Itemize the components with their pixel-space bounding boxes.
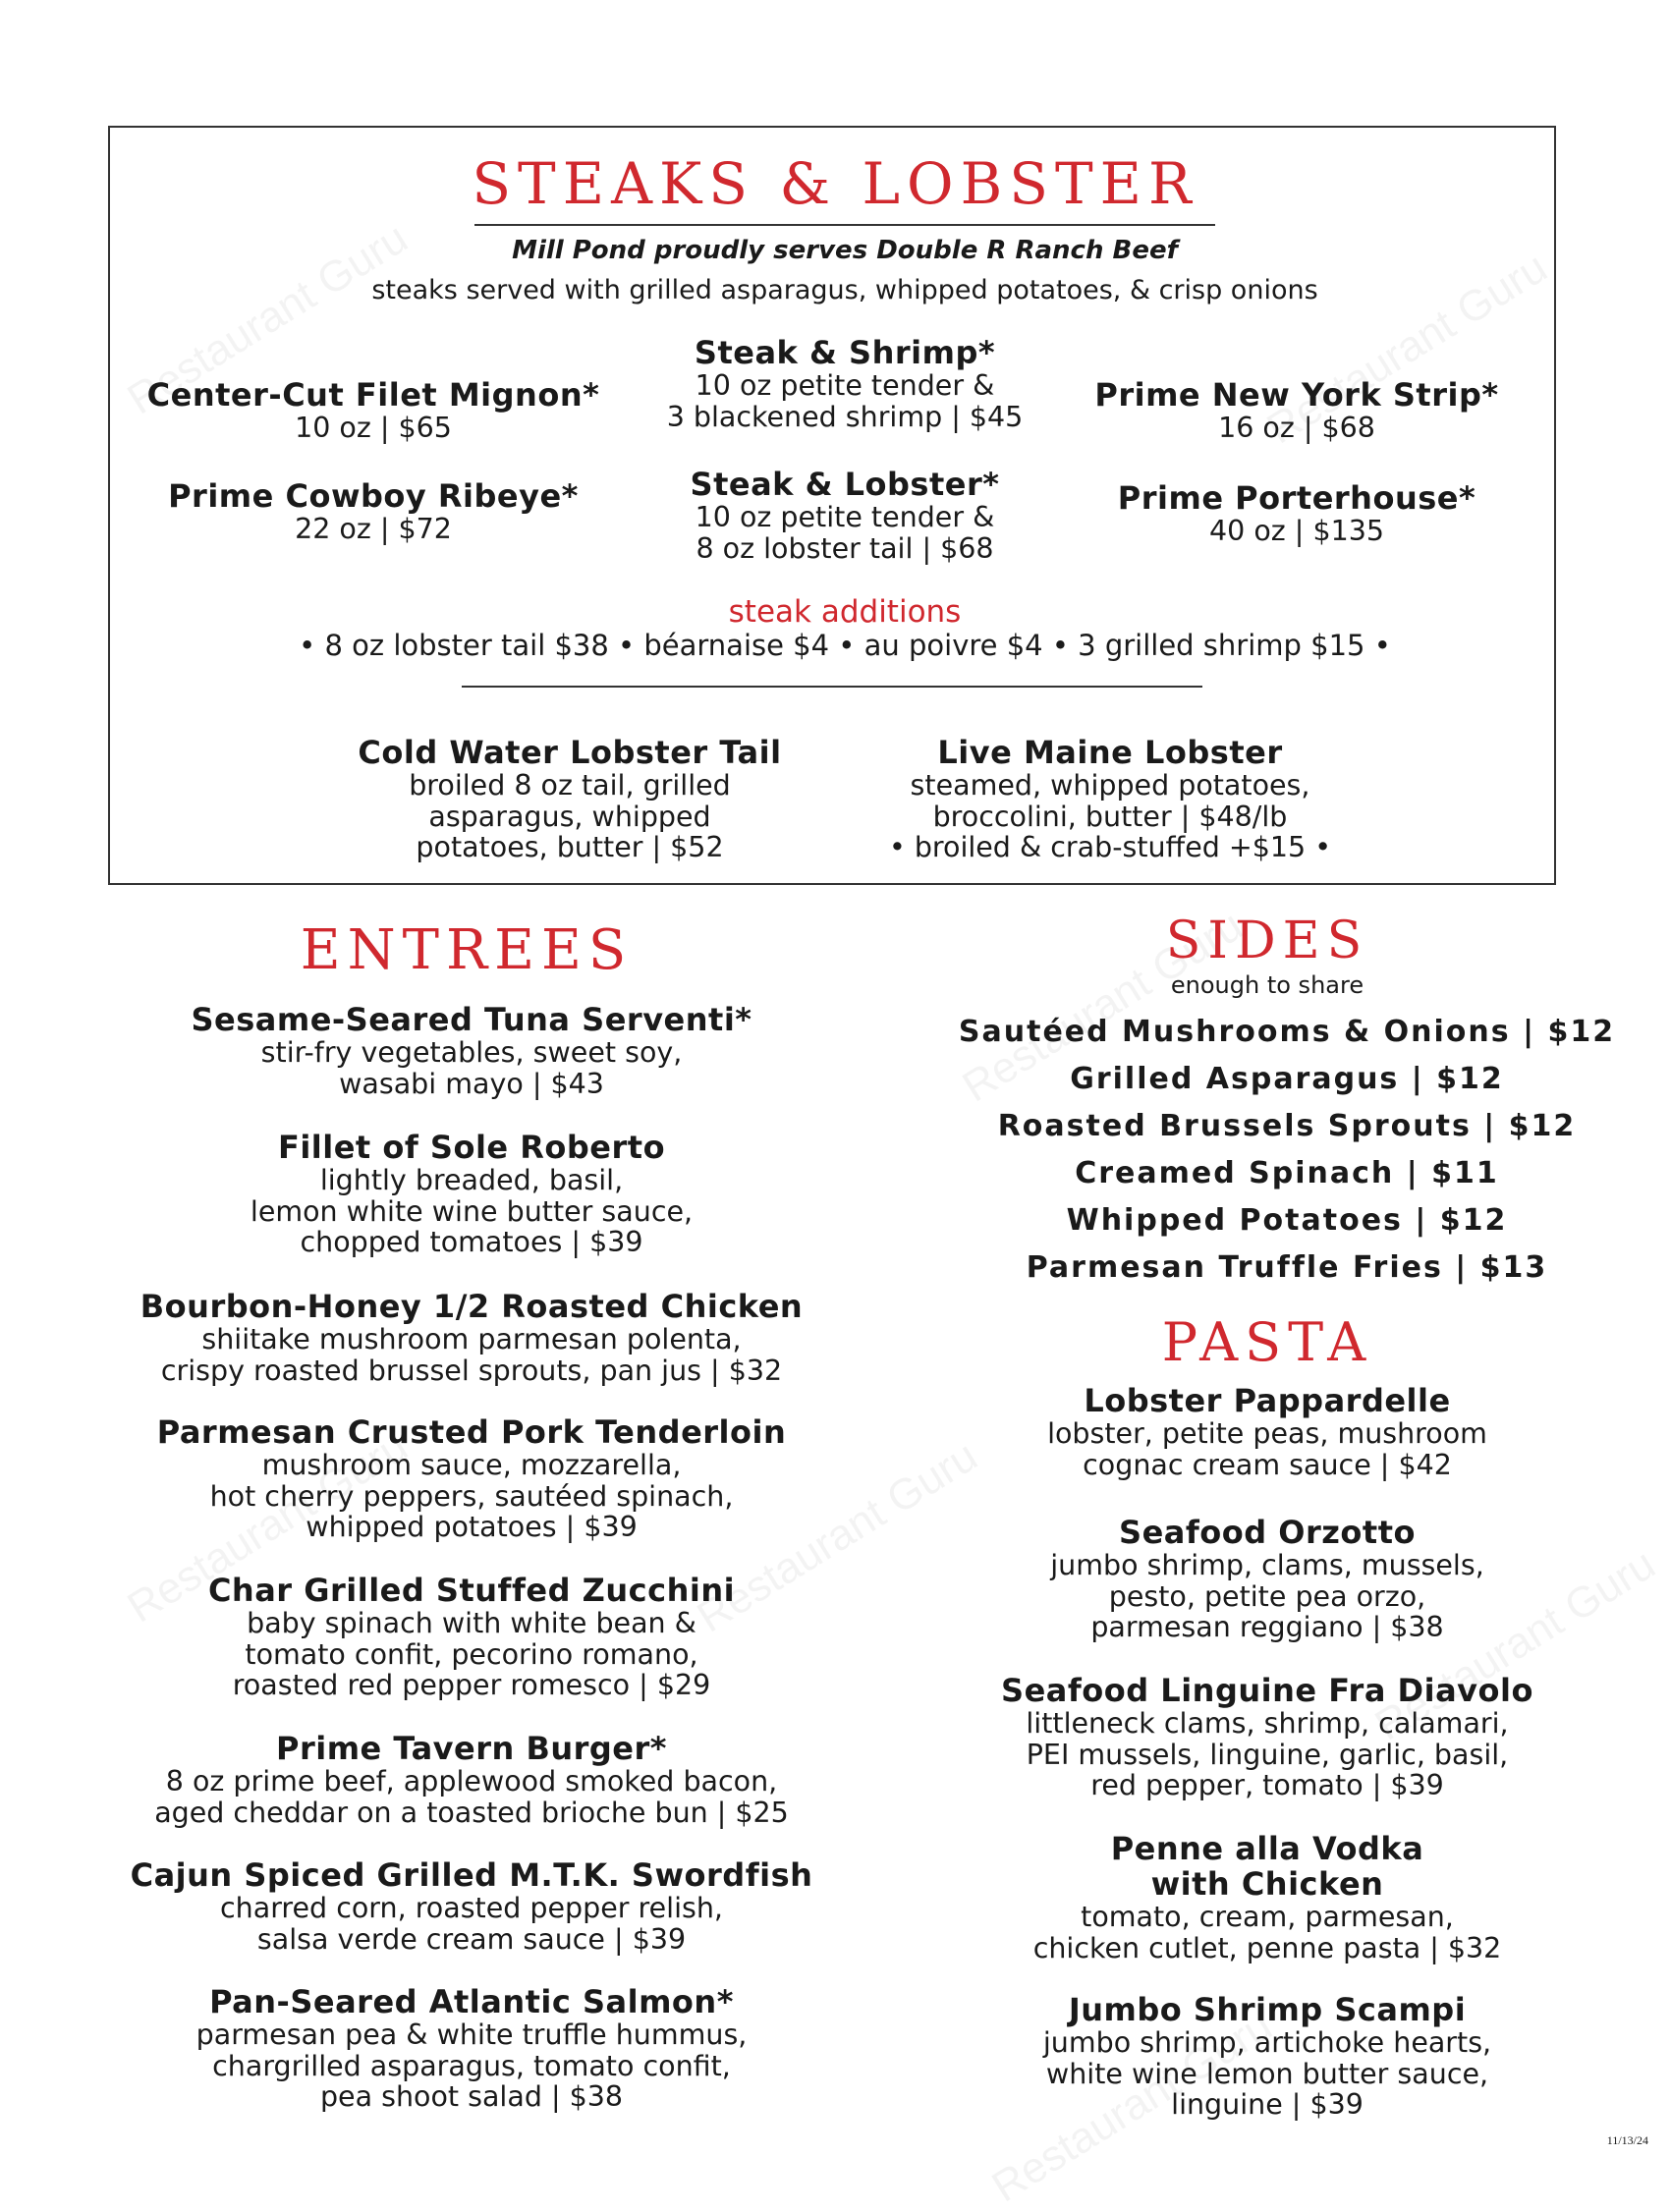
item-name: Jumbo Shrimp Scampi bbox=[1068, 1991, 1467, 2028]
steak-additions-label: steak additions bbox=[728, 594, 962, 630]
item-desc: 10 oz petite tender & bbox=[695, 369, 995, 402]
item-desc: 40 oz | $135 bbox=[1209, 515, 1384, 547]
menu-item bbox=[1031, 377, 1562, 444]
item-desc: tomato confit, pecorino romano, bbox=[245, 1637, 698, 1671]
menu-item bbox=[864, 1515, 1670, 1643]
item-desc: broiled 8 oz tail, grilled bbox=[409, 769, 731, 802]
item-desc: broccolini, butter | $48/lb bbox=[932, 800, 1288, 833]
item-desc: PEI mussels, linguine, garlic, basil, bbox=[1026, 1738, 1509, 1771]
title-divider bbox=[474, 224, 1215, 226]
steak-additions-list: • 8 oz lobster tail $38 • béarnaise $4 • au poivre $4 • 3 grilled shrimp $15 • bbox=[299, 629, 1391, 662]
item-desc: 10 oz petite tender & bbox=[695, 501, 995, 533]
item-desc: parmesan reggiano | $38 bbox=[1090, 1611, 1444, 1643]
item-desc: 10 oz | $65 bbox=[295, 412, 452, 444]
side-item: Creamed Spinach | $11 bbox=[1075, 1156, 1499, 1190]
item-name: Lobster Pappardelle bbox=[1084, 1382, 1451, 1419]
item-desc: roasted red pepper romesco | $29 bbox=[232, 1669, 711, 1701]
entrees-title: ENTREES bbox=[300, 918, 634, 982]
side-item: Sautéed Mushrooms & Onions | $12 bbox=[958, 1015, 1616, 1049]
side-item: Parmesan Truffle Fries | $13 bbox=[1026, 1250, 1548, 1285]
item-desc: aged cheddar on a toasted brioche bun | $25 bbox=[154, 1796, 789, 1829]
menu-item bbox=[1031, 480, 1562, 547]
item-name: Bourbon-Honey 1/2 Roasted Chicken bbox=[139, 1288, 804, 1325]
sides-subtitle: enough to share bbox=[1170, 971, 1364, 999]
item-name: Prime New York Strip* bbox=[1094, 376, 1499, 414]
pasta-title: PASTA bbox=[1161, 1311, 1373, 1373]
menu-item bbox=[59, 1573, 884, 1701]
item-desc: littleneck clams, shrimp, calamari, bbox=[1026, 1707, 1509, 1740]
item-desc: lemon white wine butter sauce, bbox=[250, 1194, 694, 1228]
item-desc: crispy roasted brussel sprouts, pan jus | $32 bbox=[160, 1354, 783, 1387]
item-name: Steak & Shrimp* bbox=[694, 334, 996, 371]
item-desc: potatoes, butter | $52 bbox=[416, 831, 724, 863]
menu-item bbox=[864, 1383, 1670, 1480]
item-name: Penne alla Vodka with Chicken bbox=[1110, 1830, 1424, 1903]
item-desc: jumbo shrimp, artichoke hearts, bbox=[1042, 2026, 1492, 2059]
item-desc: whipped potatoes | $39 bbox=[306, 1511, 638, 1543]
additions-divider bbox=[462, 686, 1202, 688]
item-desc: chopped tomatoes | $39 bbox=[300, 1226, 643, 1258]
item-desc: • broiled & crab-stuffed +$15 • bbox=[888, 831, 1332, 863]
menu-item bbox=[59, 1002, 884, 1099]
side-item: Whipped Potatoes | $12 bbox=[1066, 1203, 1508, 1238]
item-name: Pan-Seared Atlantic Salmon* bbox=[209, 1983, 734, 2020]
menu-item bbox=[59, 1731, 884, 1828]
item-desc: 16 oz | $68 bbox=[1218, 412, 1375, 444]
menu-item bbox=[580, 467, 1110, 564]
item-desc: wasabi mayo | $43 bbox=[339, 1067, 604, 1100]
item-desc: charred corn, roasted pepper relish, bbox=[220, 1892, 723, 1924]
item-desc: 8 oz prime beef, applewood smoked bacon, bbox=[165, 1765, 778, 1797]
item-desc: salsa verde cream sauce | $39 bbox=[256, 1922, 687, 1956]
steaks-subtitle: steaks served with grilled asparagus, whipped potatoes, & crisp onions bbox=[371, 275, 1318, 305]
menu-item bbox=[295, 735, 845, 863]
print-date: 11/13/24 bbox=[1606, 2133, 1648, 2147]
item-desc: red pepper, tomato | $39 bbox=[1090, 1769, 1444, 1801]
menu-item bbox=[825, 735, 1395, 863]
item-desc: lobster, petite peas, mushroom bbox=[1047, 1417, 1487, 1450]
item-desc: 22 oz | $72 bbox=[295, 513, 452, 545]
beef-tagline: Mill Pond proudly serves Double R Ranch Beef bbox=[512, 236, 1178, 265]
menu-item bbox=[59, 1857, 884, 1955]
item-name: Steak & Lobster* bbox=[690, 466, 1000, 503]
item-name: Cold Water Lobster Tail bbox=[358, 734, 782, 771]
item-desc: cognac cream sauce | $42 bbox=[1083, 1448, 1452, 1481]
item-desc: tomato, cream, parmesan, bbox=[1081, 1901, 1454, 1933]
menu-item bbox=[864, 1992, 1670, 2121]
side-item: Roasted Brussels Sprouts | $12 bbox=[997, 1109, 1577, 1143]
item-name: Center-Cut Filet Mignon* bbox=[146, 376, 600, 414]
item-name: Seafood Orzotto bbox=[1119, 1514, 1416, 1551]
item-desc: pea shoot salad | $38 bbox=[319, 2080, 624, 2113]
item-desc: chicken cutlet, penne pasta | $32 bbox=[1032, 1931, 1502, 1964]
item-desc: steamed, whipped potatoes, bbox=[910, 769, 1310, 802]
item-desc: 8 oz lobster tail | $68 bbox=[696, 531, 994, 565]
item-desc: jumbo shrimp, clams, mussels, bbox=[1050, 1549, 1484, 1581]
menu-item bbox=[108, 377, 639, 444]
steaks-lobster-title: STEAKS & LOBSTER bbox=[472, 150, 1198, 217]
menu-item bbox=[59, 1984, 884, 2113]
item-desc: white wine lemon butter sauce, bbox=[1045, 2057, 1489, 2090]
item-name: Prime Tavern Burger* bbox=[275, 1730, 668, 1767]
item-name: Prime Porterhouse* bbox=[1117, 479, 1476, 517]
item-name: Live Maine Lobster bbox=[937, 734, 1283, 771]
item-desc: mushroom sauce, mozzarella, bbox=[261, 1449, 682, 1481]
item-desc: hot cherry peppers, sautéed spinach, bbox=[209, 1479, 734, 1513]
item-name: Parmesan Crusted Pork Tenderloin bbox=[156, 1413, 787, 1451]
item-name: Char Grilled Stuffed Zucchini bbox=[207, 1572, 736, 1609]
item-desc: pesto, petite pea orzo, bbox=[1108, 1579, 1426, 1613]
item-desc: 3 blackened shrimp | $45 bbox=[666, 400, 1024, 433]
sides-title: SIDES bbox=[1165, 912, 1369, 970]
item-desc: parmesan pea & white truffle hummus, bbox=[195, 2018, 748, 2051]
menu-item bbox=[108, 478, 639, 545]
item-desc: linguine | $39 bbox=[1171, 2088, 1364, 2121]
item-desc: stir-fry vegetables, sweet soy, bbox=[260, 1036, 683, 1069]
menu-item bbox=[580, 335, 1110, 432]
item-desc: shiitake mushroom parmesan polenta, bbox=[201, 1323, 742, 1355]
menu-item bbox=[59, 1414, 884, 1543]
item-name: Sesame-Seared Tuna Serventi* bbox=[191, 1001, 752, 1038]
item-name: Prime Cowboy Ribeye* bbox=[168, 477, 579, 515]
item-desc: chargrilled asparagus, tomato confit, bbox=[212, 2049, 731, 2082]
side-item: Grilled Asparagus | $12 bbox=[1070, 1062, 1504, 1096]
item-name: Fillet of Sole Roberto bbox=[277, 1129, 666, 1166]
item-name: Cajun Spiced Grilled M.T.K. Swordfish bbox=[130, 1856, 813, 1894]
item-desc: baby spinach with white bean & bbox=[247, 1607, 696, 1639]
menu-item bbox=[59, 1130, 884, 1258]
item-desc: lightly breaded, basil, bbox=[319, 1164, 624, 1196]
menu-item bbox=[59, 1289, 884, 1386]
item-name: Seafood Linguine Fra Diavolo bbox=[1001, 1672, 1533, 1709]
menu-item bbox=[864, 1831, 1670, 1963]
menu-item bbox=[864, 1673, 1670, 1801]
item-desc: asparagus, whipped bbox=[428, 800, 711, 833]
